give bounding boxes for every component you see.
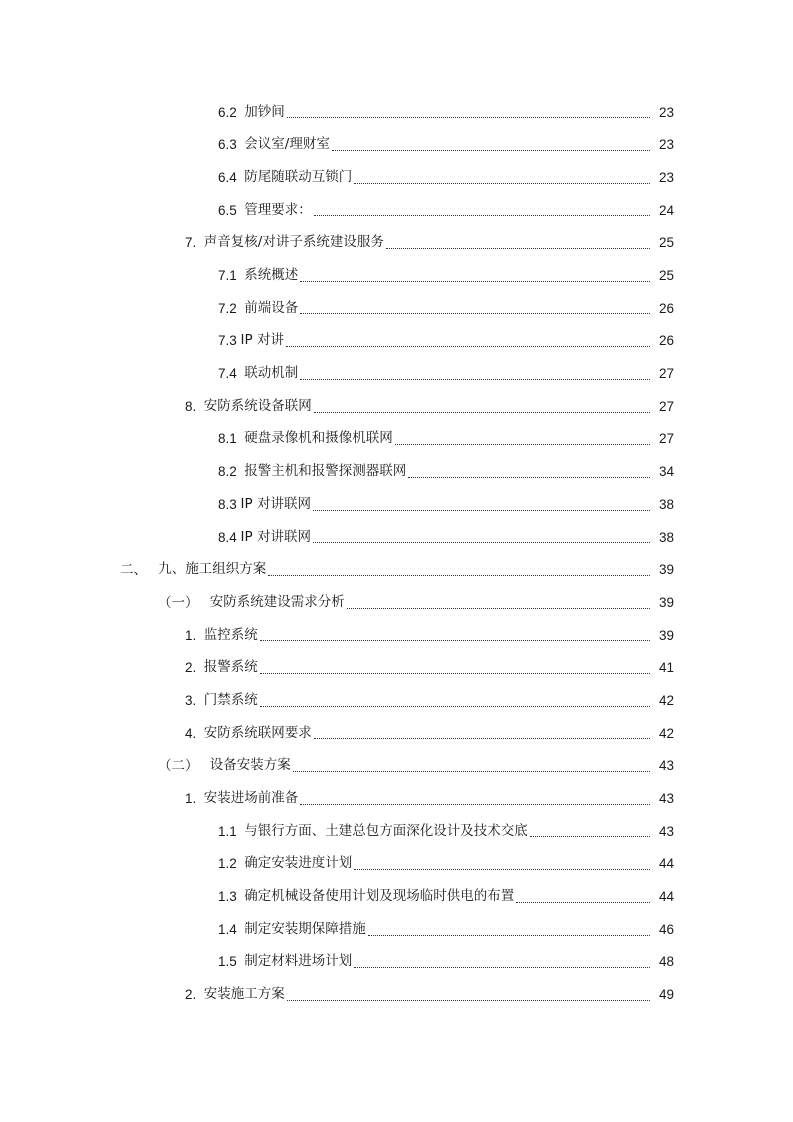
toc-entry[interactable] bbox=[0, 488, 793, 521]
toc-entry-title: 设备安装方案 bbox=[209, 757, 291, 774]
toc-dot-leader bbox=[260, 705, 650, 707]
toc-entry[interactable] bbox=[0, 390, 793, 423]
toc-page-number: 39 bbox=[658, 562, 674, 578]
toc-entry[interactable] bbox=[0, 325, 793, 358]
toc-entry-title: 与银行方面、土建总包方面深化设计及技术交底 bbox=[244, 822, 528, 839]
toc-entry-title: 门禁系统 bbox=[203, 691, 258, 708]
toc-entry-title: 管理要求： bbox=[244, 201, 312, 218]
toc-dot-leader bbox=[300, 312, 650, 314]
toc-page-number: 34 bbox=[658, 464, 674, 480]
toc-entry-number: 7.2 bbox=[218, 300, 245, 316]
toc-entry-number: 1.5 bbox=[218, 954, 245, 970]
toc-entry-number: 8. bbox=[185, 398, 204, 414]
toc-page-number: 44 bbox=[658, 889, 674, 905]
toc-page-number: 25 bbox=[658, 268, 674, 284]
toc-entry[interactable] bbox=[0, 456, 793, 489]
toc-entry-number: 1.4 bbox=[218, 921, 245, 937]
toc-entry-title: 制定安装期保障措施 bbox=[244, 920, 366, 937]
table-of-contents bbox=[0, 96, 793, 1011]
toc-entry[interactable] bbox=[0, 717, 793, 750]
toc-entry-number: 6.3 bbox=[218, 137, 245, 153]
toc-entry[interactable] bbox=[0, 554, 793, 587]
toc-entry[interactable] bbox=[0, 619, 793, 652]
toc-entry-number: 1.2 bbox=[218, 856, 245, 872]
toc-entry-title: 报警主机和报警探测器联网 bbox=[244, 463, 407, 480]
toc-page-number: 38 bbox=[658, 529, 674, 545]
toc-entry-number: 6.2 bbox=[218, 104, 245, 120]
toc-page-number: 42 bbox=[658, 692, 674, 708]
toc-dot-leader bbox=[395, 443, 650, 445]
toc-dot-leader bbox=[530, 835, 650, 837]
toc-entry-title: 防尾随联动互锁门 bbox=[244, 168, 353, 185]
toc-dot-leader bbox=[300, 803, 650, 805]
toc-dot-leader bbox=[287, 116, 650, 118]
toc-entry-title: 安装进场前准备 bbox=[203, 790, 299, 807]
toc-page-number: 26 bbox=[658, 300, 674, 316]
toc-page-number: 23 bbox=[658, 169, 674, 185]
toc-entry-title: 前端设备 bbox=[244, 299, 299, 316]
toc-entry[interactable] bbox=[0, 96, 793, 129]
toc-entry-number: 4. bbox=[185, 725, 204, 741]
toc-dot-leader bbox=[368, 934, 650, 936]
toc-entry[interactable] bbox=[0, 979, 793, 1012]
toc-dot-leader bbox=[293, 770, 650, 772]
toc-dot-leader bbox=[268, 574, 650, 576]
toc-page-number: 38 bbox=[658, 496, 674, 512]
toc-entry-number: 8.1 bbox=[218, 431, 245, 447]
toc-entry[interactable] bbox=[0, 913, 793, 946]
toc-entry-number: 7.1 bbox=[218, 268, 245, 284]
toc-dot-leader bbox=[313, 509, 650, 511]
toc-page-number: 43 bbox=[658, 758, 674, 774]
toc-entry[interactable] bbox=[0, 292, 793, 325]
toc-entry-title: 安装施工方案 bbox=[203, 986, 285, 1003]
toc-page-number: 27 bbox=[658, 366, 674, 382]
toc-entry-title: IP 对讲 bbox=[240, 332, 284, 349]
toc-dot-leader bbox=[354, 868, 650, 870]
toc-entry[interactable] bbox=[0, 782, 793, 815]
toc-entry-title: 安防系统建设需求分析 bbox=[209, 593, 345, 610]
toc-entry-title: 安防系统联网要求 bbox=[203, 724, 312, 741]
toc-page-number: 41 bbox=[658, 660, 674, 676]
toc-entry-number: 二、 bbox=[120, 562, 159, 578]
toc-entry-title: IP 对讲联网 bbox=[240, 528, 311, 545]
toc-page-number: 26 bbox=[658, 333, 674, 349]
toc-entry[interactable] bbox=[0, 652, 793, 685]
toc-entry-number: 7. bbox=[185, 235, 204, 251]
toc-page-number: 49 bbox=[658, 987, 674, 1003]
toc-entry-number: 3. bbox=[185, 692, 204, 708]
toc-dot-leader bbox=[286, 345, 650, 347]
toc-entry[interactable] bbox=[0, 161, 793, 194]
toc-entry-title: IP 对讲联网 bbox=[240, 495, 311, 512]
toc-entry[interactable] bbox=[0, 586, 793, 619]
toc-entry-title: 安防系统设备联网 bbox=[203, 397, 312, 414]
toc-entry[interactable] bbox=[0, 194, 793, 227]
toc-dot-leader bbox=[408, 476, 650, 478]
toc-page-number: 24 bbox=[658, 202, 674, 218]
toc-entry-number: 2. bbox=[185, 660, 204, 676]
toc-dot-leader bbox=[354, 966, 650, 968]
toc-entry-number: 1. bbox=[185, 791, 204, 807]
toc-entry[interactable] bbox=[0, 423, 793, 456]
toc-entry-title: 会议室/理财室 bbox=[244, 136, 330, 153]
toc-entry-title: 加钞间 bbox=[244, 103, 285, 120]
toc-entry[interactable] bbox=[0, 881, 793, 914]
toc-entry-title: 系统概述 bbox=[244, 267, 299, 284]
toc-entry[interactable] bbox=[0, 946, 793, 979]
toc-entry-title: 声音复核/对讲子系统建设服务 bbox=[203, 234, 384, 251]
toc-entry-number: 2. bbox=[185, 987, 204, 1003]
toc-page-number: 27 bbox=[658, 398, 674, 414]
toc-entry[interactable] bbox=[0, 259, 793, 292]
toc-entry-number: （二） bbox=[158, 758, 210, 774]
toc-entry-number: 8.3 bbox=[218, 496, 241, 512]
toc-dot-leader bbox=[354, 182, 650, 184]
toc-entry[interactable] bbox=[0, 684, 793, 717]
toc-entry-number: 8.2 bbox=[218, 464, 245, 480]
toc-entry[interactable] bbox=[0, 358, 793, 391]
toc-entry-title: 九、施工组织方案 bbox=[158, 561, 267, 578]
toc-page-number: 39 bbox=[658, 627, 674, 643]
toc-dot-leader bbox=[516, 901, 650, 903]
toc-dot-leader bbox=[347, 607, 650, 609]
toc-page-number: 25 bbox=[658, 235, 674, 251]
toc-entry[interactable] bbox=[0, 129, 793, 162]
toc-entry-number: 8.4 bbox=[218, 529, 241, 545]
toc-dot-leader bbox=[300, 378, 650, 380]
toc-entry-number: 1.3 bbox=[218, 889, 245, 905]
toc-entry-number: 7.3 bbox=[218, 333, 241, 349]
toc-entry[interactable] bbox=[0, 815, 793, 848]
toc-dot-leader bbox=[314, 737, 650, 739]
toc-entry-number: 1.1 bbox=[218, 823, 245, 839]
toc-dot-leader bbox=[314, 214, 650, 216]
toc-page-number: 46 bbox=[658, 921, 674, 937]
toc-page-number: 43 bbox=[658, 791, 674, 807]
toc-page-number: 48 bbox=[658, 954, 674, 970]
toc-entry-title: 报警系统 bbox=[203, 659, 258, 676]
toc-dot-leader bbox=[300, 280, 650, 282]
toc-entry-title: 监控系统 bbox=[203, 626, 258, 643]
toc-entry-number: 7.4 bbox=[218, 366, 245, 382]
toc-entry-title: 制定材料进场计划 bbox=[244, 953, 353, 970]
toc-page-number: 27 bbox=[658, 431, 674, 447]
toc-dot-leader bbox=[260, 639, 650, 641]
toc-entry[interactable] bbox=[0, 848, 793, 881]
toc-entry-number: 1. bbox=[185, 627, 204, 643]
toc-page-number: 43 bbox=[658, 823, 674, 839]
toc-dot-leader bbox=[386, 247, 650, 249]
toc-entry[interactable] bbox=[0, 750, 793, 783]
toc-entry-number: （一） bbox=[158, 594, 210, 610]
toc-dot-leader bbox=[260, 672, 650, 674]
toc-entry-title: 确定机械设备使用计划及现场临时供电的布置 bbox=[244, 888, 515, 905]
toc-entry-number: 6.4 bbox=[218, 169, 245, 185]
toc-page-number: 44 bbox=[658, 856, 674, 872]
toc-page-number: 23 bbox=[658, 104, 674, 120]
toc-entry-number: 6.5 bbox=[218, 202, 245, 218]
toc-entry-title: 联动机制 bbox=[244, 365, 299, 382]
toc-entry[interactable] bbox=[0, 521, 793, 554]
toc-dot-leader bbox=[313, 541, 650, 543]
toc-dot-leader bbox=[314, 411, 650, 413]
toc-entry-title: 硬盘录像机和摄像机联网 bbox=[244, 430, 393, 447]
toc-entry-title: 确定安装进度计划 bbox=[244, 855, 353, 872]
toc-dot-leader bbox=[332, 149, 650, 151]
toc-entry[interactable] bbox=[0, 227, 793, 260]
toc-page-number: 39 bbox=[658, 594, 674, 610]
toc-page-number: 23 bbox=[658, 137, 674, 153]
toc-page-number: 42 bbox=[658, 725, 674, 741]
toc-dot-leader bbox=[287, 999, 650, 1001]
